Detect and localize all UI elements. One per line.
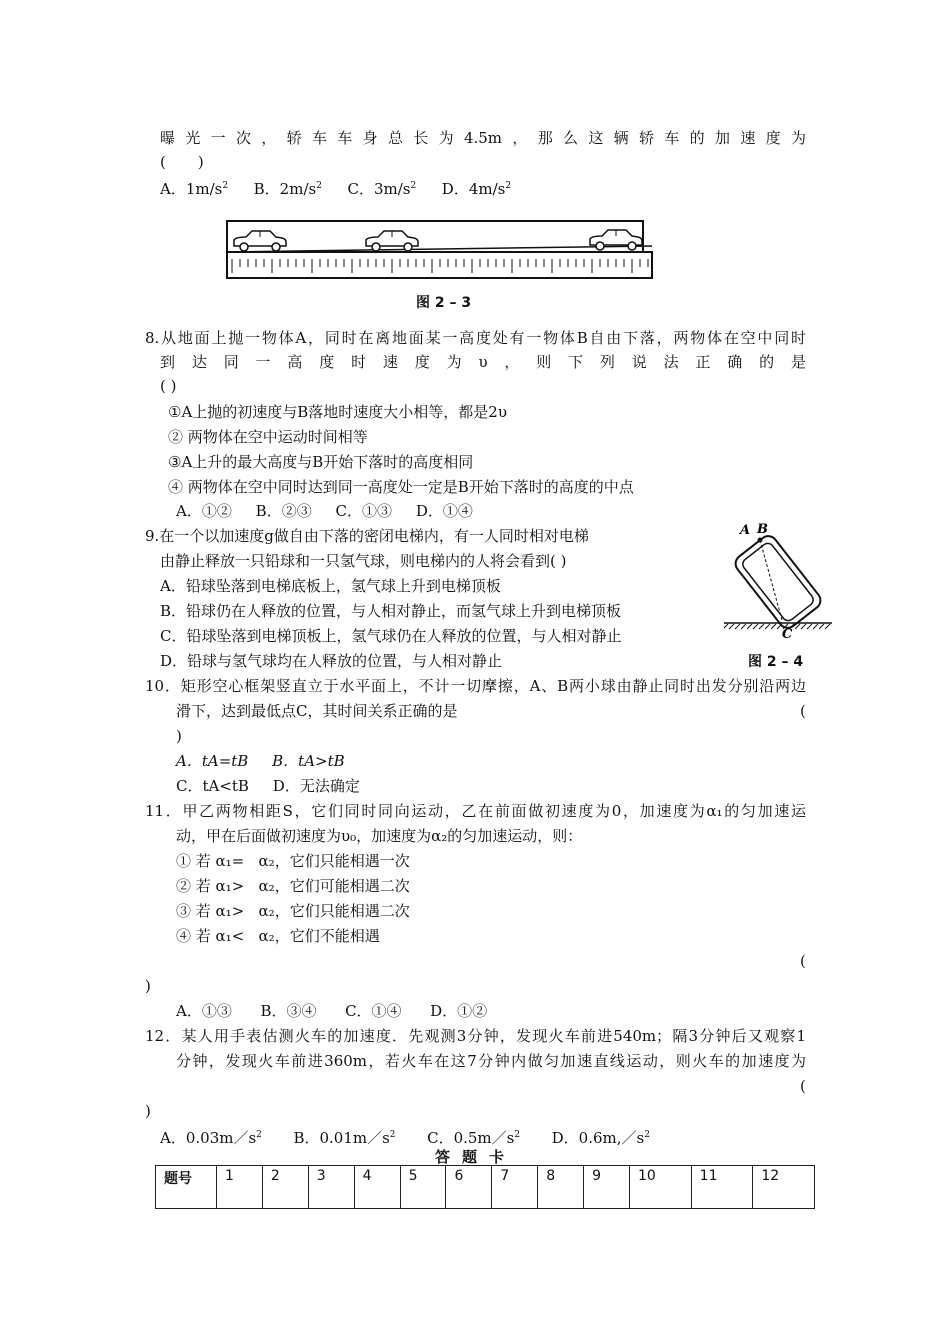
- q9-option-c: C．铅球坠落到电梯顶板上，氢气球仍在人释放的位置，与人相对静止: [160, 627, 622, 645]
- figure-2-4-frame: [724, 520, 832, 640]
- q8-line2: 到达同一高度时速度为υ，则下列说法正确的是: [160, 353, 806, 371]
- answer-card-table: [155, 1165, 815, 1209]
- ground-hatch: [753, 624, 758, 629]
- answer-cell-8[interactable]: 8: [538, 1166, 584, 1209]
- answer-cell-4[interactable]: 4: [354, 1166, 400, 1209]
- answer-cell-11[interactable]: 11: [691, 1166, 753, 1209]
- q12-line2: 分钟，发现火车前进360m，若火车在这7分钟内做匀加速直线运动，则火车的加速度为: [176, 1052, 806, 1070]
- answer-cell-6[interactable]: 6: [446, 1166, 492, 1209]
- q8-statement-3: ③A上升的最大高度与B开始下落时的高度相同: [168, 453, 474, 471]
- figure-2-3-caption: 图 2 – 3: [416, 295, 472, 311]
- q10-line1: 10．矩形空心框架竖直立于水平面上，不计一切摩擦，A、B两小球由静止同时出发分别沿两边: [145, 677, 806, 695]
- answer-cell-12[interactable]: 12: [753, 1166, 815, 1209]
- q8-statement-4: ④ 两物体在空中同时达到同一高度处一定是B开始下落时的高度的中点: [168, 478, 634, 496]
- ground-hatch: [759, 624, 764, 629]
- q8-options: A．①② B．②③ C．①③ D．①④: [176, 502, 473, 520]
- ground-hatch: [801, 624, 806, 629]
- q11-statement-3: ③ 若 α₁> α₂，它们只能相遇二次: [176, 902, 410, 920]
- ground-hatch: [729, 624, 734, 629]
- ground-hatch: [747, 624, 752, 629]
- ground-hatch: [724, 624, 728, 629]
- q12-option-a: A．0.03m／s: [160, 1129, 257, 1147]
- ground-hatch: [771, 624, 776, 629]
- ground-hatch: [819, 624, 824, 629]
- q12-option-d: D．0.6m,／s: [551, 1129, 645, 1147]
- q7-option-b: B．2m/s: [253, 180, 317, 198]
- ground-hatch: [825, 624, 830, 629]
- answer-cell-7[interactable]: 7: [492, 1166, 538, 1209]
- q8-statement-1: ①A上抛的初速度与B落地时速度大小相等，都是2υ: [168, 403, 507, 421]
- label-b: B: [757, 522, 768, 537]
- answer-cell-3[interactable]: 3: [308, 1166, 354, 1209]
- q9-line2: 由静止释放一只铅球和一只氢气球，则电梯内的人将会看到( ): [160, 552, 567, 570]
- ground-hatch: [741, 624, 746, 629]
- q11-statement-1: ① 若 α₁= α₂，它们只能相遇一次: [176, 852, 410, 870]
- q12-options: A．$0.03m/s^2$ B．$0.01m/s^2$ C．$0.5m/s^2$ D．$0.6m,/s^2$: [160, 1129, 650, 1147]
- answer-cell-10[interactable]: 10: [630, 1166, 692, 1209]
- q7-option-c: C．3m/s: [347, 180, 411, 198]
- figure-2-3-car-ruler: [222, 218, 658, 282]
- q11-paren-close: ): [145, 977, 151, 995]
- q9-option-a: A．铅球坠落到电梯底板上，氢气球上升到电梯顶板: [160, 577, 501, 595]
- ground-hatch: [813, 624, 818, 629]
- car-2-icon: [366, 231, 418, 251]
- q11-paren-open: (: [800, 952, 806, 970]
- ground-hatch: [807, 624, 812, 629]
- q12-paren-close: ): [145, 1102, 151, 1120]
- q12-option-b: B．0.01m／s: [293, 1129, 390, 1147]
- answer-card-header-row: [156, 1166, 815, 1209]
- answer-card-title: 答题卡: [435, 1148, 517, 1166]
- q11-line1: 11．甲乙两物相距S，它们同时同向运动，乙在前面做初速度为0，加速度为α₁的匀加速运: [145, 802, 806, 820]
- q10-options-cd: C．tA<tB D．无法确定: [176, 777, 360, 795]
- ground-hatch: [735, 624, 740, 629]
- answer-cell-2[interactable]: 2: [262, 1166, 308, 1209]
- q9-line1: 9.在一个以加速度g做自由下落的密闭电梯内，有一人同时相对电梯: [145, 527, 589, 545]
- q10-options-ab: A．tA=tB B．tA>tB: [176, 752, 345, 770]
- q11-options: A．①③ B．③④ C．①④ D．①②: [176, 1002, 488, 1020]
- q11-line2: 动，甲在后面做初速度为υ₀，加速度为α₂的匀加速运动，则：: [176, 827, 583, 845]
- q12-line1: 12．某人用手表估测火车的加速度．先观测3分钟，发现火车前进540m；隔3分钟后又观察1: [145, 1027, 806, 1045]
- q12-paren-open: (: [800, 1077, 806, 1095]
- q10-paren-close: ): [176, 727, 182, 745]
- q7-option-a: A．1m/s: [160, 180, 223, 198]
- q8-paren: ( ): [160, 377, 177, 395]
- q7-options: A．$1m/s^2$ B．$2m/s^2$ C．$3m/s^2$ D．$4m/s^2$: [160, 180, 512, 198]
- q10-line2: 滑下，达到最低点C，其时间关系正确的是: [176, 702, 458, 720]
- answer-card-header: 题号: [156, 1166, 217, 1209]
- car-1-icon: [234, 231, 286, 251]
- q10-paren-open: (: [800, 702, 806, 720]
- q9-option-b: B．铅球仍在人释放的位置，与人相对静止，而氢气球上升到电梯顶板: [160, 602, 622, 620]
- ground-hatch: [765, 624, 770, 629]
- q11-statement-2: ② 若 α₁> α₂，它们可能相遇二次: [176, 877, 410, 895]
- q8-line1: 8.从地面上抛一物体A，同时在离地面某一高度处有一物体B自由下落，两物体在空中同时: [145, 329, 806, 347]
- answer-cell-1[interactable]: 1: [217, 1166, 263, 1209]
- q7-paren: ( ): [160, 153, 204, 171]
- label-a: A: [740, 523, 751, 538]
- answer-cell-9[interactable]: 9: [584, 1166, 630, 1209]
- answer-cell-5[interactable]: 5: [400, 1166, 446, 1209]
- q9-option-d: D．铅球与氢气球均在人释放的位置，与人相对静止: [160, 652, 503, 670]
- figure-2-4-caption: 图 2 – 4: [748, 654, 804, 670]
- q8-statement-2: ② 两物体在空中运动时间相等: [168, 428, 368, 446]
- q7-option-d: D．4m/s: [441, 180, 506, 198]
- label-c: C: [782, 627, 793, 640]
- q7-line1: 曝光一次，轿车车身总长为4.5m，那么这辆轿车的加速度为: [160, 129, 806, 147]
- q11-statement-4: ④ 若 α₁< α₂，它们不能相遇: [176, 927, 380, 945]
- q12-option-c: C．0.5m／s: [427, 1129, 515, 1147]
